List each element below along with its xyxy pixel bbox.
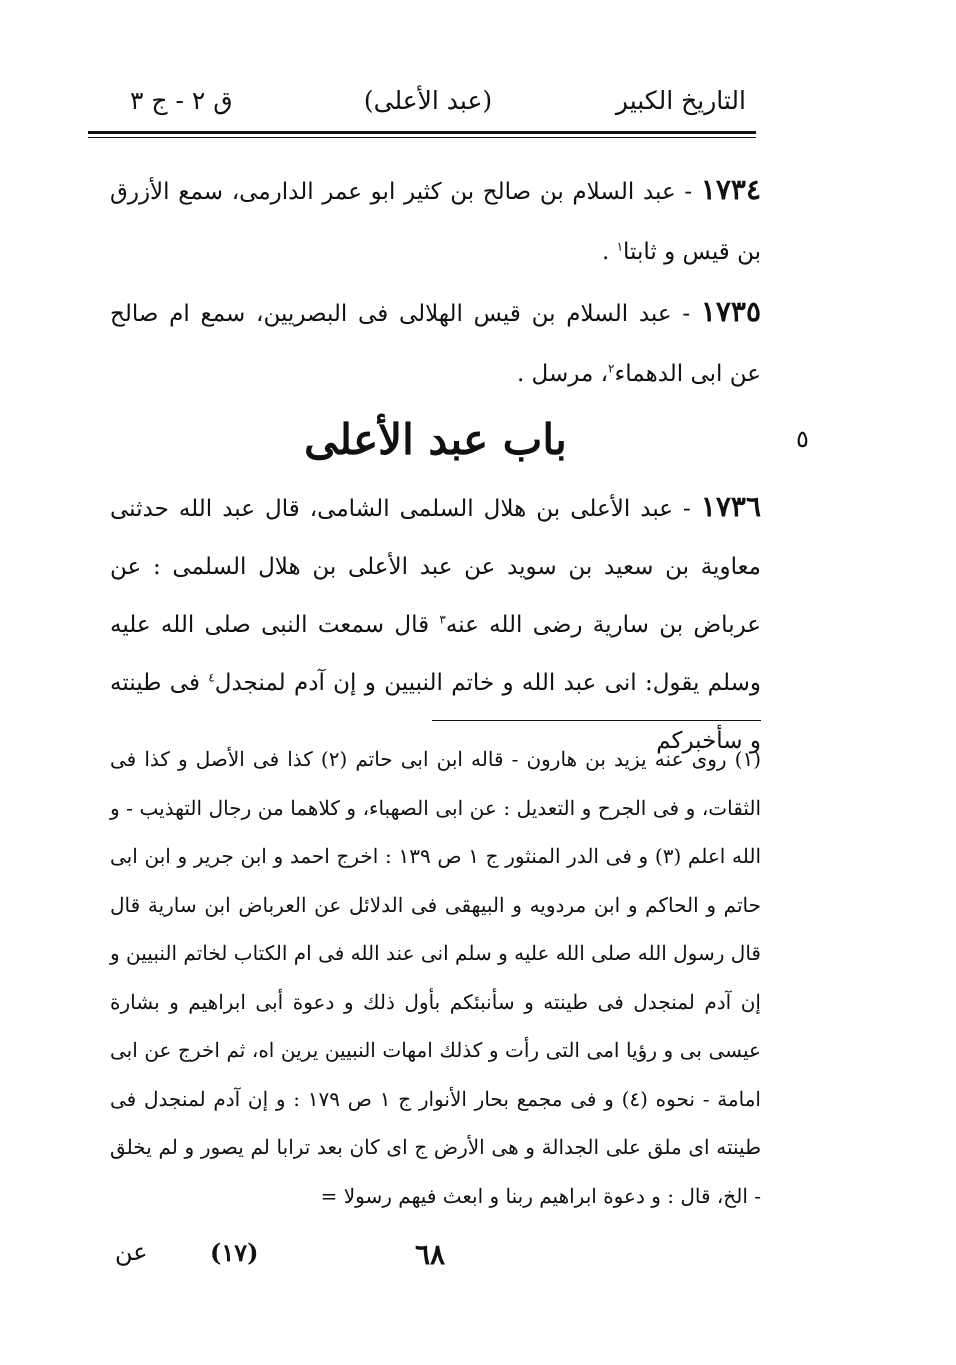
- entry-1734: [110, 160, 761, 282]
- header-rule: [88, 131, 756, 134]
- running-header: [110, 78, 746, 128]
- top-entries: [110, 160, 761, 404]
- page-footer: [110, 1238, 761, 1278]
- entry-text: - عبد الأعلى بن هلال السلمى الشامى، قال عبد الله حدثنى معاوية بن سعيد بن سويد عن عبد الأعلى بن هلال السلمى : عن عرباض بن سارية رضى الله عنه: [110, 496, 762, 638]
- header-part: ق ٢ - ج ٣: [130, 86, 233, 115]
- margin-line-marker: ٥: [796, 425, 809, 453]
- footnote-ref: ١: [616, 239, 624, 254]
- footnote-ref: ٤: [208, 670, 215, 685]
- section-title: باب عبد الأعلى: [304, 415, 567, 464]
- signature-mark: (١٧): [210, 1238, 259, 1267]
- header-rule-thin: [88, 137, 756, 138]
- entry-text-3: فى طينته و سأخبركم: [110, 670, 761, 754]
- entry-number: ١٧٣٤: [700, 173, 761, 206]
- page-number: ٦٨: [415, 1238, 446, 1271]
- entry-number: ١٧٣٥: [700, 295, 761, 328]
- footnotes: (١) روى عنه يزيد بن هارون - قاله ابن ابى حاتم (٢) كذا فى الأصل و كذا فى الثقات، و فى الجرح و التعديل : عن ابى الصهباء، و كلاهما من رجال التهذيب - و الله اعلم (٣) و فى الدر المنثور ج ١ ص ١٣٩ : اخرج احمد و ابن جرير و ابن ابى حاتم و الحاكم و ابن مردويه و البيهقى فى الدلائل عن العرباض ابن سارية قال قال رسول الله صلى الله عليه و سلم انى عند الله فى ام الكتاب لخاتم النبيين و إن آدم لمنجدل فى طينته و سأنبئكم بأول ذلك و دعوة أبى ابراهيم و بشارة عيسى بى و رؤيا امى التى رأت و كذلك امهات النبيين يرين اه، ثم اخرج عن ابى امامة - نحوه (٤) و فى مجمع بحار الأنوار ج ١ ص ١٧٩ : و إن آدم لمنجدل فى طينته اى ملق على الجدالة و هى الأرض ج اى كان بعد ترابا لم يصور و لم يخلق - الخ، قال : و دعوة ابراهيم ربنا و ابعث فيهم رسولا =: [110, 747, 762, 1208]
- header-section: (عبد الأعلى): [363, 86, 493, 115]
- entry-tail: .: [601, 239, 617, 265]
- main-entry: [110, 478, 761, 770]
- footnote-ref: ٣: [439, 612, 446, 627]
- entry-text: - عبد السلام بن صالح بن كثير ابو عمر الدارمى، سمع الأزرق بن قيس و ثابتا: [110, 179, 761, 265]
- entry-text: - عبد السلام بن قيس الهلالى فى البصريين، سمع ام صالح عن ابى الدهماء: [110, 301, 761, 387]
- entry-number: ١٧٣٦: [700, 490, 761, 523]
- entry-tail: ، مرسل .: [516, 361, 608, 387]
- catchword: عن: [115, 1238, 148, 1266]
- header-book-title: التاريخ الكبير: [615, 86, 746, 115]
- entry-1735: [110, 282, 761, 404]
- footnote-ref: ٢: [608, 361, 615, 376]
- footnote-separator: [432, 720, 761, 721]
- entry-text-2: قال سمعت النبى صلى الله عليه وسلم يقول: انى عبد الله و خاتم النبيين و إن آدم لمنجدل: [110, 612, 761, 696]
